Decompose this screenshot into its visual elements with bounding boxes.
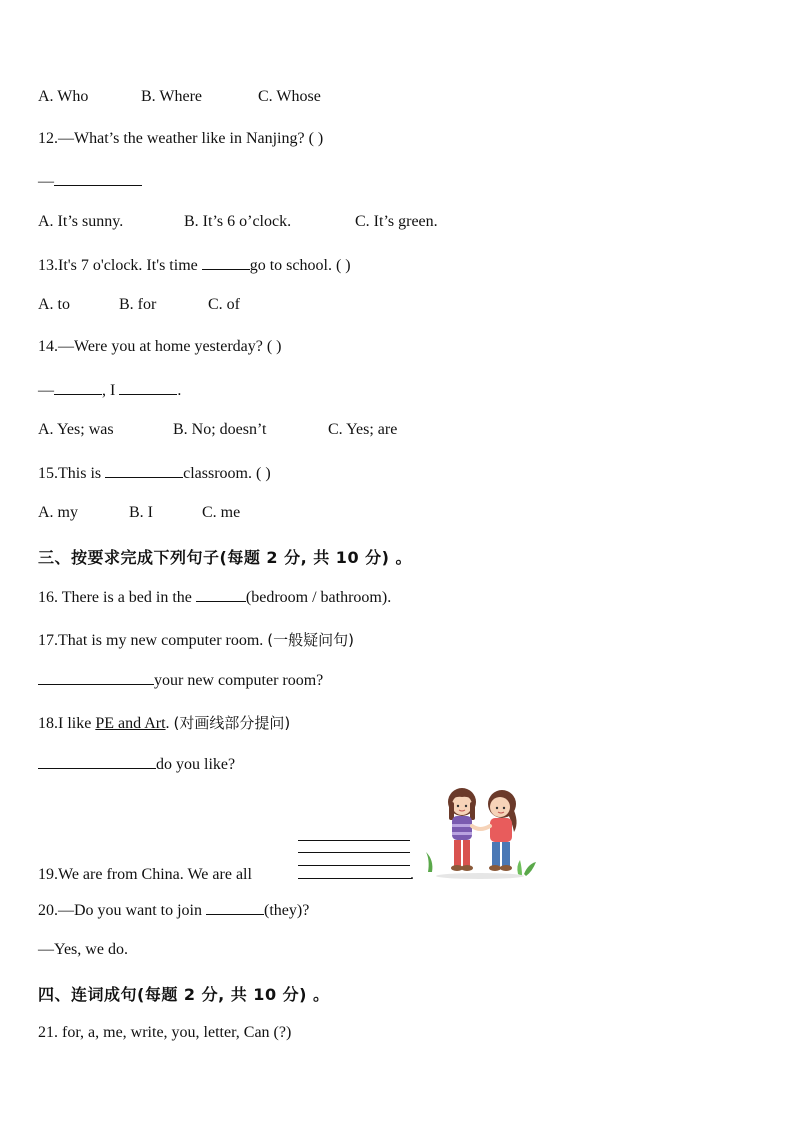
q17-text: 17.That is my new computer room. bbox=[38, 632, 268, 649]
q21-question: 21. for, a, me, write, you, letter, Can (?) bbox=[38, 1024, 292, 1041]
section4-heading: 四、连词成句(每题 2 分, 共 10 分) 。 bbox=[38, 985, 330, 1004]
q12-option-a: A. It’s sunny. bbox=[38, 213, 124, 230]
q15-blank bbox=[105, 463, 183, 478]
q19-blank-line-2 bbox=[298, 852, 410, 853]
q18-hint: (对画线部分提问) bbox=[173, 714, 291, 732]
q13-text-before: 13.It's 7 o'clock. It's time bbox=[38, 257, 202, 274]
q19-blank-line-4 bbox=[298, 878, 412, 879]
q16-text-before: 16. There is a bed in the bbox=[38, 589, 196, 606]
q14-question: 14.—Were you at home yesterday? ( ) bbox=[38, 338, 282, 355]
plant-right-icon bbox=[524, 862, 536, 876]
q18-answer-text: do you like? bbox=[156, 756, 236, 773]
q14-option-a: A. Yes; was bbox=[38, 421, 114, 438]
q12-option-c: C. It’s green. bbox=[355, 213, 438, 230]
q13-text-after: go to school. ( ) bbox=[249, 257, 351, 274]
girl1-sweater bbox=[452, 816, 472, 840]
q13-blank bbox=[202, 255, 250, 270]
q14-blank-2 bbox=[119, 380, 177, 395]
q20-text-after: (they)? bbox=[264, 902, 310, 919]
q12-option-b: B. It’s 6 o’clock. bbox=[184, 213, 292, 230]
section3-heading: 三、按要求完成下列句子(每题 2 分, 共 10 分) 。 bbox=[38, 548, 413, 567]
q16-blank bbox=[196, 587, 246, 602]
q11-option-c: C. Whose bbox=[258, 88, 321, 105]
q12-answer-line bbox=[38, 171, 142, 191]
two-girls-illustration bbox=[420, 786, 538, 882]
q18-text-before: 18.I like bbox=[38, 715, 96, 732]
q11-option-b: B. Where bbox=[141, 88, 203, 105]
q13-option-c: C. of bbox=[208, 296, 240, 313]
q19-blank-line-1 bbox=[298, 840, 410, 841]
q12-question: 12.—What’s the weather like in Nanjing? ( ) bbox=[38, 130, 324, 147]
q14-option-c: C. Yes; are bbox=[328, 421, 398, 438]
q14-blank-1 bbox=[54, 380, 102, 395]
q19-blank-line-3 bbox=[298, 865, 410, 866]
q13-option-a: A. to bbox=[38, 296, 70, 313]
q20-text-before: 20.—Do you want to join bbox=[38, 902, 206, 919]
q17-hint: (一般疑问句) bbox=[267, 631, 355, 649]
girl2-shirt bbox=[490, 818, 512, 842]
q20-blank bbox=[206, 900, 264, 915]
q13-option-b: B. for bbox=[119, 296, 157, 313]
q12-blank bbox=[54, 171, 142, 186]
q15-options bbox=[38, 504, 240, 522]
q12-dash: — bbox=[38, 173, 54, 190]
q15-text-after: classroom. ( ) bbox=[183, 465, 271, 482]
q16-question bbox=[38, 587, 391, 607]
q18-text-after: . bbox=[165, 715, 174, 732]
q17-answer-text: your new computer room? bbox=[154, 672, 324, 689]
q15-option-c: C. me bbox=[202, 504, 241, 521]
q17-blank bbox=[38, 670, 154, 685]
q15-text-before: 15.This is bbox=[38, 465, 106, 482]
q14-mid: , I bbox=[102, 382, 120, 399]
q11-options bbox=[38, 88, 321, 106]
q14-dash: — bbox=[38, 382, 54, 399]
q19-question: 19.We are from China. We are all bbox=[38, 866, 252, 883]
q11-option-a: A. Who bbox=[38, 88, 89, 105]
q14-options bbox=[38, 421, 397, 439]
q17-question bbox=[38, 629, 354, 650]
q14-option-b: B. No; doesn’t bbox=[173, 421, 267, 438]
q18-underlined-phrase: PE and Art bbox=[95, 715, 166, 732]
q18-answer-line bbox=[38, 754, 235, 774]
q18-blank bbox=[38, 754, 156, 769]
q17-answer-line bbox=[38, 670, 323, 690]
q13-options bbox=[38, 296, 240, 314]
q15-option-b: B. I bbox=[129, 504, 153, 521]
q14-answer-line bbox=[38, 380, 181, 400]
q15-question bbox=[38, 463, 271, 483]
q18-question bbox=[38, 712, 290, 733]
q15-option-a: A. my bbox=[38, 504, 78, 521]
q19-period: . bbox=[410, 866, 414, 883]
q13-question bbox=[38, 255, 351, 275]
plant-left-icon bbox=[426, 852, 432, 872]
q20-answer: —Yes, we do. bbox=[38, 941, 128, 958]
q12-options bbox=[38, 213, 438, 231]
q14-end: . bbox=[177, 382, 182, 399]
q16-text-after: (bedroom / bathroom). bbox=[245, 589, 392, 606]
q20-question bbox=[38, 900, 309, 920]
